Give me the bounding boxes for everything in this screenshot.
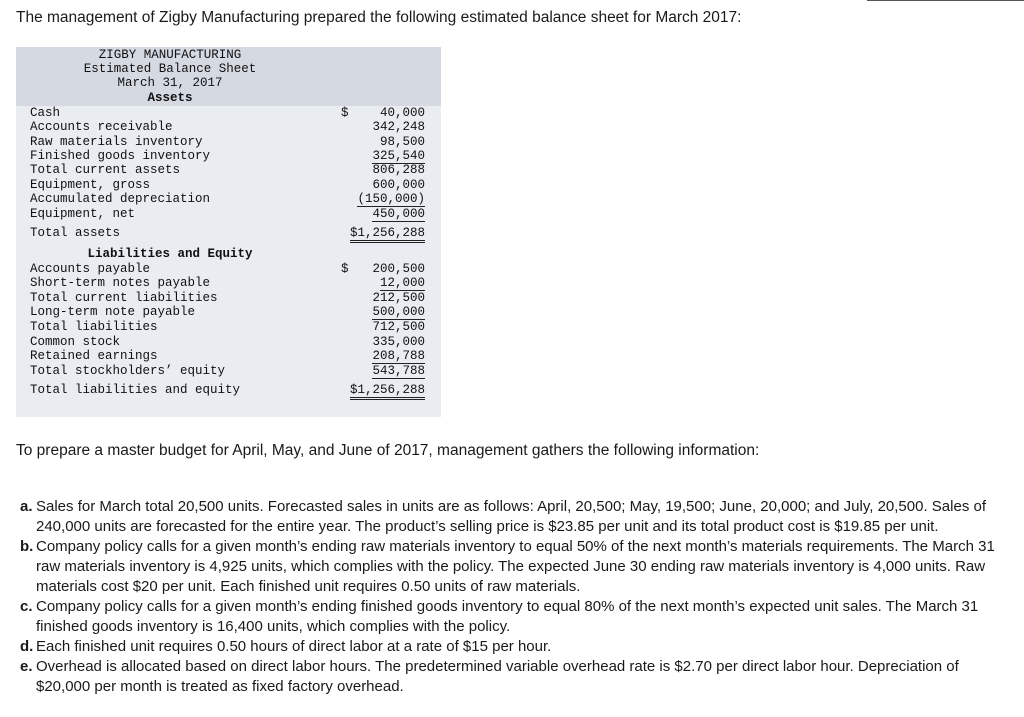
dollar-sign: $ bbox=[341, 106, 349, 120]
item-marker: c. bbox=[20, 598, 33, 615]
row-amount: 212,500 bbox=[372, 291, 425, 305]
balance-sheet bbox=[16, 47, 441, 417]
row-amount: 500,000 bbox=[372, 305, 425, 319]
row-amount: 450,000 bbox=[372, 207, 425, 221]
row-amount: (150,000) bbox=[357, 192, 425, 206]
row-label: Total liabilities bbox=[30, 320, 158, 334]
balance-sheet-row bbox=[16, 364, 441, 378]
row-amount: 600,000 bbox=[372, 178, 425, 192]
balance-sheet-row bbox=[16, 349, 441, 363]
row-label: Raw materials inventory bbox=[30, 135, 203, 149]
row-amount: 342,248 bbox=[372, 120, 425, 134]
list-item bbox=[20, 637, 1015, 657]
row-amount: 806,288 bbox=[372, 163, 425, 177]
mid-text: To prepare a master budget for April, May, and June of 2017, management gathers the following information: bbox=[16, 442, 760, 459]
row-label: Equipment, gross bbox=[30, 178, 151, 192]
list-item bbox=[20, 657, 1015, 697]
item-marker: b. bbox=[20, 538, 34, 555]
row-label: Equipment, net bbox=[30, 207, 136, 221]
company-name: ZIGBY MANUFACTURING bbox=[98, 48, 242, 62]
item-text: Each finished unit requires 0.50 hours of direct labor at a rate of $15 per hour. bbox=[36, 638, 552, 655]
row-amount: $1,256,288 bbox=[350, 383, 425, 400]
balance-sheet-row bbox=[16, 163, 441, 177]
list-item bbox=[20, 537, 1015, 597]
intro-text: The management of Zigby Manufacturing prepared the following estimated balance sheet for March 2017: bbox=[16, 9, 742, 26]
row-amount: 325,540 bbox=[372, 149, 425, 163]
row-label: Accounts payable bbox=[30, 262, 151, 276]
item-text: Overhead is allocated based on direct labor hours. The predetermined variable overhead rate is $2.70 per direct labor hour. Depreciation of $20,000 per month is treated as fixed factory overhead. bbox=[36, 658, 959, 695]
info-list bbox=[20, 497, 1015, 697]
dollar-sign: $ bbox=[341, 262, 349, 276]
balance-sheet-row bbox=[16, 320, 441, 334]
balance-sheet-header bbox=[16, 47, 441, 106]
statement-title: Estimated Balance Sheet bbox=[83, 62, 257, 76]
row-label: Common stock bbox=[30, 335, 121, 349]
row-label: Total current assets bbox=[30, 163, 181, 177]
item-marker: d. bbox=[20, 638, 34, 655]
row-label: Accumulated depreciation bbox=[30, 192, 211, 206]
item-text: Company policy calls for a given month’s ending raw materials inventory to equal 50% of the next month’s materials requirements. The March 31 raw materials inventory is 4,925 units, which complies with the policy. The expected June 30 ending raw materials inventory is 4,000 units. Raw materials cost $20 per unit. Each finished unit requires 0.50 units of raw materials. bbox=[36, 538, 995, 595]
liabilities-heading: Liabilities and Equity bbox=[87, 247, 253, 261]
row-amount: 40,000 bbox=[379, 106, 425, 120]
row-amount: 712,500 bbox=[372, 320, 425, 334]
row-amount: 543,788 bbox=[372, 364, 425, 378]
row-amount: 12,000 bbox=[379, 276, 425, 290]
balance-sheet-row bbox=[16, 192, 441, 206]
item-text: Company policy calls for a given month’s ending finished goods inventory to equal 80% of the next month’s expected unit sales. The March 31 finished goods inventory is 16,400 units, which complies with the policy. bbox=[36, 598, 979, 635]
balance-sheet-row bbox=[16, 120, 441, 134]
assets-heading: Assets bbox=[147, 91, 193, 105]
row-amount: 208,788 bbox=[372, 349, 425, 363]
row-amount: 335,000 bbox=[372, 335, 425, 349]
item-marker: e. bbox=[20, 658, 33, 675]
balance-sheet-row bbox=[16, 226, 441, 240]
balance-sheet-row bbox=[16, 178, 441, 192]
item-marker: a. bbox=[20, 498, 33, 515]
balance-sheet-row bbox=[16, 335, 441, 349]
row-label: Total current liabilities bbox=[30, 291, 218, 305]
balance-sheet-row bbox=[16, 276, 441, 290]
balance-sheet-row bbox=[16, 106, 441, 120]
row-label: Cash bbox=[30, 106, 61, 120]
row-label: Retained earnings bbox=[30, 349, 158, 363]
balance-sheet-row bbox=[16, 149, 441, 163]
row-label: Total stockholders’ equity bbox=[30, 364, 226, 378]
balance-sheet-body bbox=[16, 106, 441, 417]
balance-sheet-row bbox=[16, 262, 441, 276]
row-amount: 200,500 bbox=[372, 262, 425, 276]
item-text: Sales for March total 20,500 units. Forecasted sales in units are as follows: April, 20,500; May, 19,500; June, 20,000; and July, 20,500. Sales of 240,000 units are forecasted for the entire year. The product’s selling price is $23.85 per unit and its total product cost is $19.85 per unit. bbox=[36, 498, 986, 535]
balance-sheet-row bbox=[16, 383, 441, 397]
list-item bbox=[20, 597, 1015, 637]
balance-sheet-row bbox=[16, 135, 441, 149]
row-label: Total liabilities and equity bbox=[30, 383, 241, 397]
row-amount: 98,500 bbox=[379, 135, 425, 149]
balance-sheet-row bbox=[16, 291, 441, 305]
row-label: Total assets bbox=[30, 226, 121, 240]
list-item bbox=[20, 497, 1015, 537]
row-label: Accounts receivable bbox=[30, 120, 173, 134]
balance-sheet-row bbox=[16, 305, 441, 319]
top-right-rule bbox=[867, 0, 1024, 1]
row-label: Short-term notes payable bbox=[30, 276, 211, 290]
row-amount: $1,256,288 bbox=[350, 226, 425, 243]
row-label: Finished goods inventory bbox=[30, 149, 211, 163]
balance-sheet-row bbox=[16, 207, 441, 221]
statement-date: March 31, 2017 bbox=[117, 76, 223, 90]
row-label: Long-term note payable bbox=[30, 305, 196, 319]
